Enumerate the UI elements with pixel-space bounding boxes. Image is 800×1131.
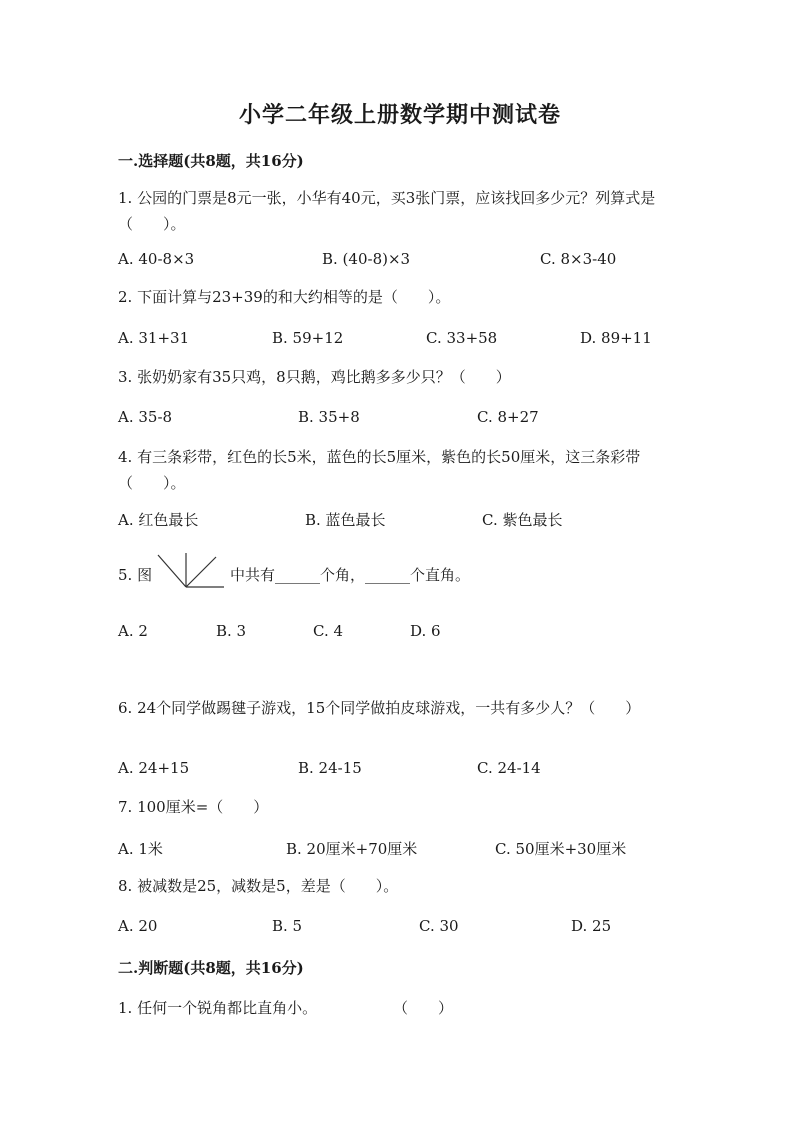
judge-question-1: 1. 任何一个锐角都比直角小。 xyxy=(118,999,318,1017)
question-7-option-a[interactable]: A. 1米 xyxy=(118,840,163,858)
page-title: 小学二年级上册数学期中测试卷 xyxy=(238,102,561,128)
question-3: 3. 张奶奶家有35只鸡，8只鹅，鸡比鹅多多少只？（ ） xyxy=(118,368,511,386)
question-2: 2. 下面计算与23+39的和大约相等的是（ ）。 xyxy=(118,288,451,306)
question-1-option-a[interactable]: A. 40-8×3 xyxy=(118,250,195,268)
question-8: 8. 被减数是25，减数是5，差是（ ）。 xyxy=(118,877,399,895)
question-2-option-c[interactable]: C. 33+58 xyxy=(426,329,498,347)
question-7-option-c[interactable]: C. 50厘米+30厘米 xyxy=(495,840,627,858)
question-4-option-b[interactable]: B. 蓝色最长 xyxy=(305,511,386,529)
judge-question-1-answer-blank[interactable]: （ ） xyxy=(393,999,454,1017)
question-8-option-a[interactable]: A. 20 xyxy=(118,917,158,935)
question-1-option-c[interactable]: C. 8×3-40 xyxy=(540,250,617,268)
question-3-option-a[interactable]: A. 35-8 xyxy=(118,408,173,426)
question-6-option-a[interactable]: A. 24+15 xyxy=(118,759,190,777)
question-7-option-b[interactable]: B. 20厘米+70厘米 xyxy=(286,840,418,858)
question-5-option-a[interactable]: A. 2 xyxy=(118,622,148,640)
question-4-option-a[interactable]: A. 红色最长 xyxy=(118,511,199,529)
question-6: 6. 24个同学做踢毽子游戏，15个同学做拍皮球游戏，一共有多少人？（ ） xyxy=(118,699,641,717)
question-8-option-c[interactable]: C. 30 xyxy=(419,917,459,935)
question-6-option-b[interactable]: B. 24-15 xyxy=(298,759,362,777)
angle-diagram-icon xyxy=(156,551,226,591)
question-6-option-c[interactable]: C. 24-14 xyxy=(477,759,541,777)
question-5-option-c[interactable]: C. 4 xyxy=(313,622,344,640)
question-5-prefix: 5. 图 xyxy=(118,566,153,584)
question-8-option-b[interactable]: B. 5 xyxy=(272,917,303,935)
question-4-option-c[interactable]: C. 紫色最长 xyxy=(482,511,563,529)
question-2-option-b[interactable]: B. 59+12 xyxy=(272,329,344,347)
question-2-option-a[interactable]: A. 31+31 xyxy=(118,329,190,347)
question-7: 7. 100厘米=（ ） xyxy=(118,798,269,816)
question-5-option-b[interactable]: B. 3 xyxy=(216,622,247,640)
question-8-option-d[interactable]: D. 25 xyxy=(571,917,612,935)
question-5-text: 中共有______个角，______个直角。 xyxy=(230,566,471,584)
question-1: 1. 公园的门票是8元一张，小华有40元，买3张门票，应该找回多少元？列算式是（ ）。 xyxy=(118,189,656,233)
section-heading-judge: 二.判断题(共8题，共16分) xyxy=(118,959,304,977)
question-2-option-d[interactable]: D. 89+11 xyxy=(580,329,652,347)
question-5-option-d[interactable]: D. 6 xyxy=(410,622,441,640)
angle-figure xyxy=(156,551,226,595)
question-4: 4. 有三条彩带，红色的长5米，蓝色的长5厘米，紫色的长50厘米，这三条彩带（ ）。 xyxy=(118,448,641,492)
question-1-option-b[interactable]: B. (40-8)×3 xyxy=(322,250,411,268)
question-3-option-b[interactable]: B. 35+8 xyxy=(298,408,360,426)
question-3-option-c[interactable]: C. 8+27 xyxy=(477,408,539,426)
section-heading-choice: 一.选择题(共8题，共16分) xyxy=(118,152,304,170)
